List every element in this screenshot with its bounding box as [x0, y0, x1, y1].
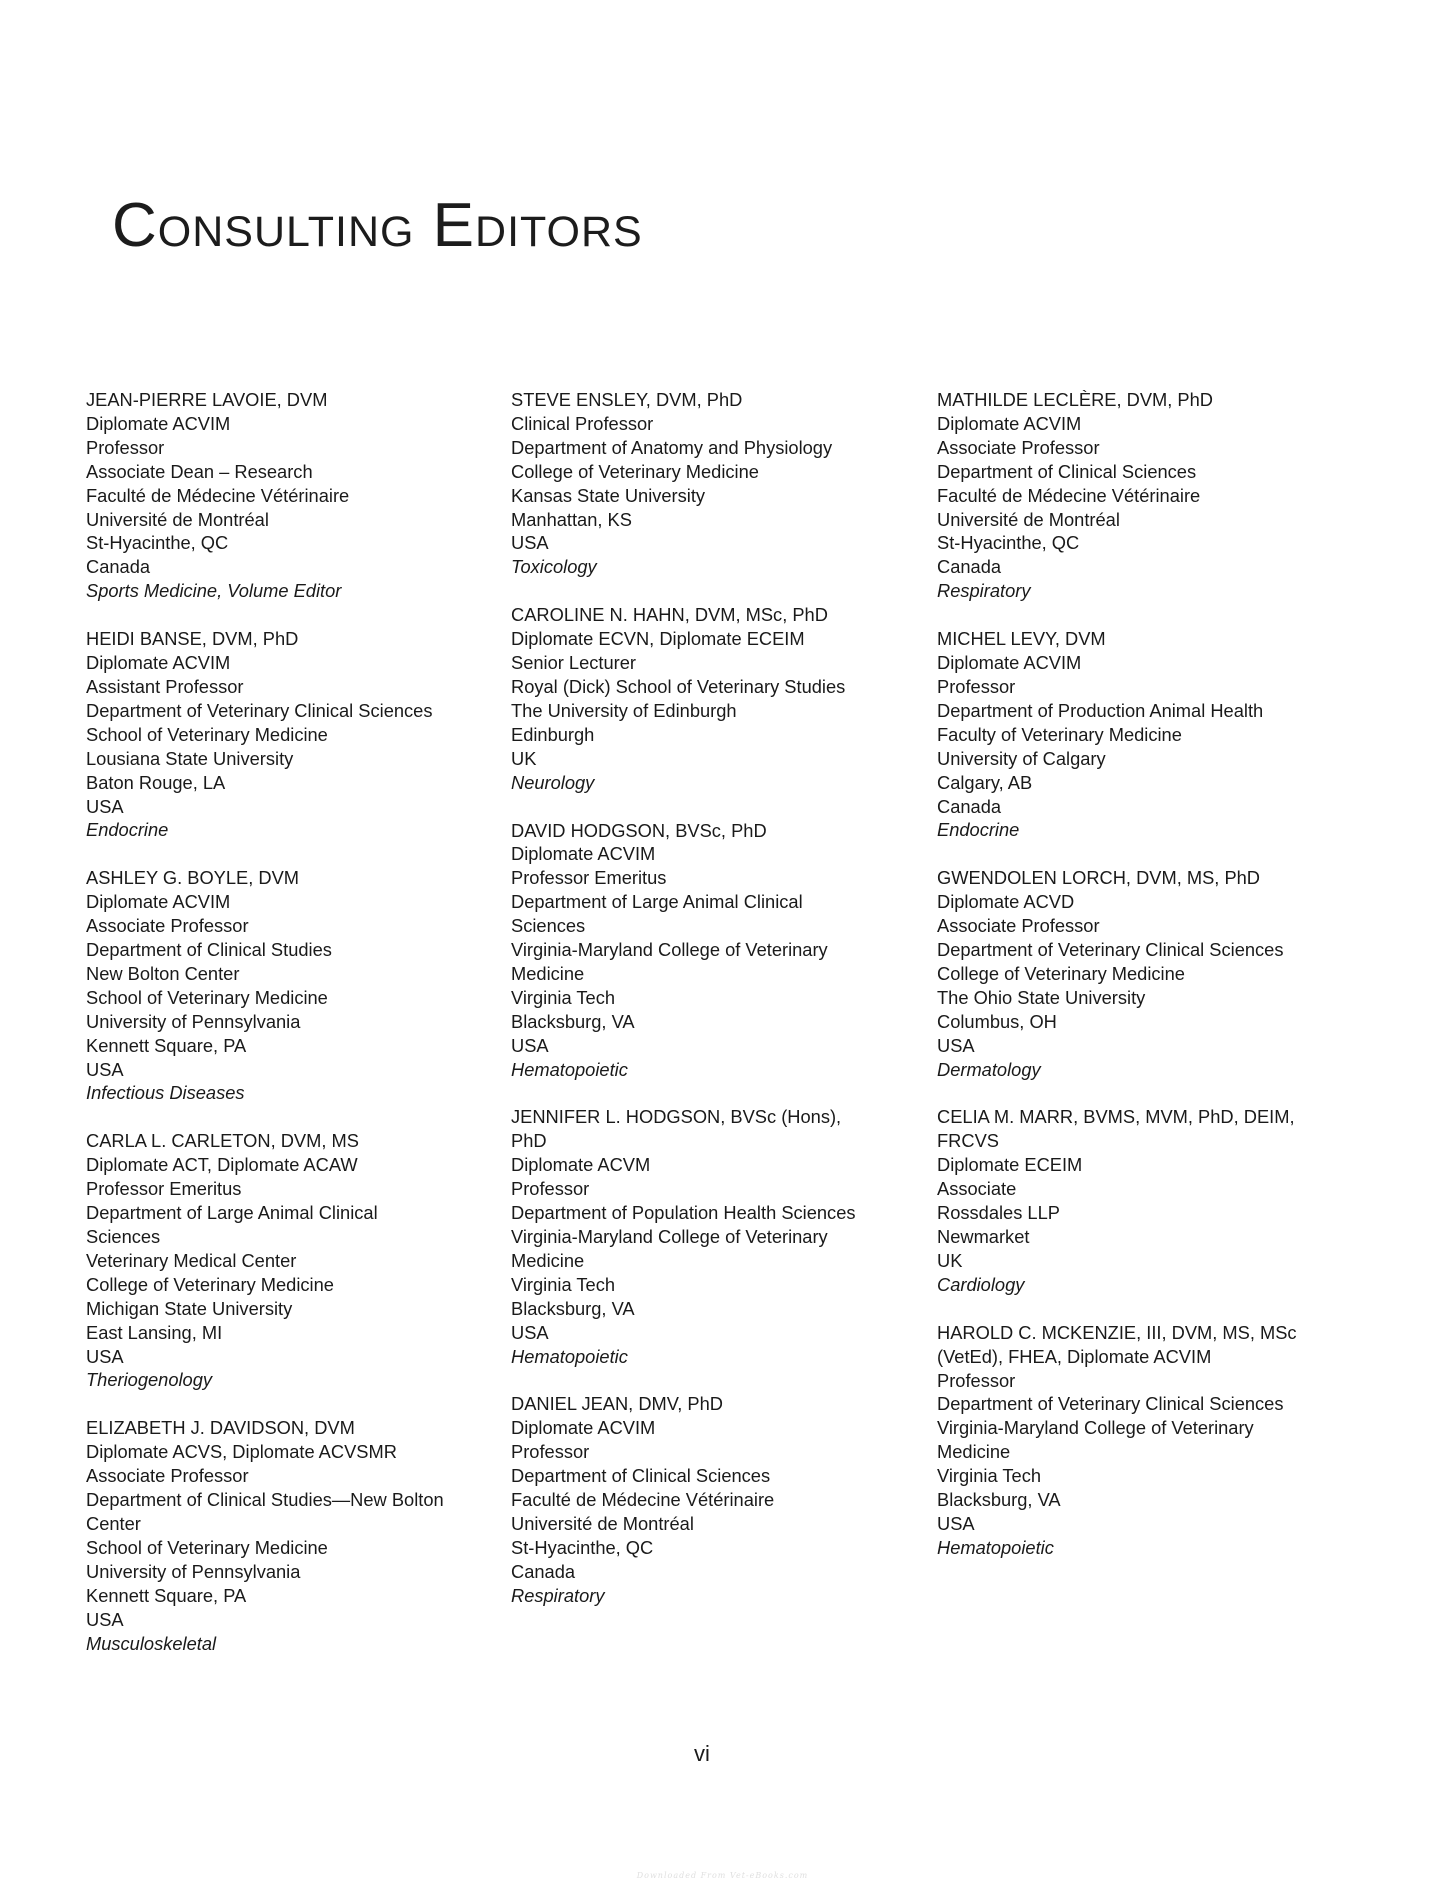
editor-affiliation-line: USA [86, 795, 124, 817]
editor-affiliation-line: Edinburgh [511, 723, 595, 745]
editor-name: JENNIFER L. HODGSON, BVSc (Hons), [511, 1106, 842, 1128]
editor-affiliation-line: University of Pennsylvania [86, 1560, 301, 1582]
editor-affiliation-line: USA [86, 1058, 124, 1080]
editor-specialty: Dermatology [937, 1058, 1041, 1080]
editor-affiliation-line: Department of Veterinary Clinical Sciences [937, 939, 1284, 961]
editor-specialty: Respiratory [511, 1584, 605, 1606]
editor-affiliation-line: Lousiana State University [86, 747, 294, 769]
editor-affiliation-line: Professor Emeritus [511, 867, 667, 889]
editor-affiliation-line: School of Veterinary Medicine [86, 723, 328, 745]
editor-affiliation-line: Medicine [937, 1441, 1011, 1463]
editor-affiliation-line: Associate Professor [86, 1465, 249, 1487]
editor-name: CARLA L. CARLETON, DVM, MS [86, 1130, 359, 1152]
editor-affiliation-line: PhD [511, 1130, 547, 1152]
editor-affiliation-line: Université de Montréal [86, 508, 269, 530]
editor-affiliation-line: College of Veterinary Medicine [937, 962, 1185, 984]
editor-entry [86, 1416, 486, 1655]
editor-affiliation-line: Department of Large Animal Clinical [511, 891, 803, 913]
editor-affiliation-line: Canada [937, 556, 1002, 578]
editor-specialty: Endocrine [937, 819, 1020, 841]
editor-affiliation-line: Blacksburg, VA [511, 1010, 635, 1032]
editor-affiliation-line: Blacksburg, VA [511, 1297, 635, 1319]
editor-entry [937, 1321, 1337, 1560]
editor-affiliation-line: Columbus, OH [937, 1010, 1057, 1032]
editor-affiliation-line: Department of Clinical Studies—New Bolton [86, 1489, 444, 1511]
editor-affiliation-line: Newmarket [937, 1226, 1030, 1247]
editor-affiliation-line: Professor [511, 1441, 590, 1463]
editor-specialty: Toxicology [511, 556, 597, 578]
editor-affiliation-line: Virginia-Maryland College of Veterinary [511, 939, 828, 961]
editor-affiliation-line: Professor [86, 436, 165, 458]
editor-entry [511, 1105, 911, 1368]
editor-affiliation-line: Department of Veterinary Clinical Sciences [86, 699, 433, 721]
editor-specialty: Musculoskeletal [86, 1632, 217, 1654]
editor-affiliation-line: Center [86, 1512, 141, 1534]
editor-affiliation-line: Virginia Tech [511, 1273, 616, 1295]
editor-affiliation-line: USA [511, 532, 549, 554]
editor-affiliation-line: Associate [937, 1178, 1017, 1200]
editor-affiliation-line: Department of Large Animal Clinical [86, 1202, 378, 1224]
editor-name: HEIDI BANSE, DVM, PhD [86, 628, 299, 650]
editor-name: STEVE ENSLEY, DVM, PhD [511, 389, 743, 410]
editor-affiliation-line: Associate Professor [937, 436, 1100, 458]
editor-affiliation-line: Diplomate ACVD [937, 891, 1075, 913]
editor-affiliation-line: Université de Montréal [511, 1512, 694, 1534]
editor-affiliation-line: Blacksburg, VA [937, 1489, 1061, 1511]
editor-name: MATHILDE LECLÈRE, DVM, PhD [937, 389, 1213, 410]
editor-entry [511, 819, 911, 1082]
editor-entry [511, 1392, 911, 1607]
editor-name: JEAN-PIERRE LAVOIE, DVM [86, 389, 328, 410]
editor-affiliation-line: UK [937, 1249, 963, 1271]
editors-column-1 [86, 388, 486, 1679]
editor-affiliation-line: Michigan State University [86, 1297, 293, 1319]
editor-affiliation-line: Department of Clinical Sciences [937, 460, 1197, 482]
editor-affiliation-line: USA [511, 1321, 549, 1343]
editor-name: ELIZABETH J. DAVIDSON, DVM [86, 1417, 355, 1439]
editor-name: CELIA M. MARR, BVMS, MVM, PhD, DEIM, [937, 1106, 1295, 1128]
editor-affiliation-line: (VetEd), FHEA, Diplomate ACVIM [937, 1345, 1212, 1367]
editor-name: DANIEL JEAN, DMV, PhD [511, 1393, 723, 1415]
editor-affiliation-line: St-Hyacinthe, QC [937, 532, 1080, 554]
editor-affiliation-line: Virginia-Maryland College of Veterinary [937, 1417, 1254, 1439]
editor-affiliation-line: Diplomate ACVIM [86, 412, 231, 434]
editor-affiliation-line: Department of Clinical Sciences [511, 1465, 771, 1487]
editor-affiliation-line: New Bolton Center [86, 962, 240, 984]
editor-affiliation-line: Virginia Tech [937, 1465, 1042, 1487]
editor-affiliation-line: Diplomate ACVIM [937, 652, 1082, 674]
editor-affiliation-line: School of Veterinary Medicine [86, 1536, 328, 1558]
editor-specialty: Neurology [511, 771, 595, 793]
editor-affiliation-line: Rossdales LLP [937, 1202, 1060, 1224]
editor-affiliation-line: Professor [937, 1369, 1016, 1391]
editor-affiliation-line: Diplomate ACVIM [86, 891, 231, 913]
editor-entry [937, 627, 1337, 842]
editor-affiliation-line: Diplomate ACVS, Diplomate ACVSMR [86, 1441, 397, 1463]
editor-affiliation-line: Medicine [511, 962, 585, 984]
editor-affiliation-line: The Ohio State University [937, 986, 1146, 1008]
editor-affiliation-line: School of Veterinary Medicine [86, 986, 328, 1008]
editor-affiliation-line: USA [511, 1034, 549, 1056]
editor-affiliation-line: Department of Clinical Studies [86, 939, 332, 961]
editor-affiliation-line: Medicine [511, 1249, 585, 1271]
watermark: Downloaded From Vet-eBooks.com [636, 1871, 809, 1880]
editor-affiliation-line: Université de Montréal [937, 508, 1120, 530]
editor-affiliation-line: Canada [937, 795, 1002, 817]
editor-affiliation-line: Professor Emeritus [86, 1178, 242, 1200]
editor-entry [937, 388, 1337, 603]
editor-affiliation-line: FRCVS [937, 1130, 999, 1152]
editor-affiliation-line: UK [511, 747, 537, 769]
editor-name: MICHEL LEVY, DVM [937, 628, 1106, 650]
editor-specialty: Sports Medicine, Volume Editor [86, 580, 342, 602]
editor-affiliation-line: Clinical Professor [511, 412, 654, 434]
editor-affiliation-line: Diplomate ECEIM [937, 1154, 1083, 1176]
editor-affiliation-line: Kennett Square, PA [86, 1584, 247, 1606]
editor-entry [86, 1129, 486, 1392]
editor-specialty: Infectious Diseases [86, 1082, 245, 1104]
editor-affiliation-line: St-Hyacinthe, QC [86, 532, 229, 554]
editor-affiliation-line: College of Veterinary Medicine [86, 1273, 334, 1295]
editor-affiliation-line: East Lansing, MI [86, 1321, 223, 1343]
editor-affiliation-line: Manhattan, KS [511, 508, 632, 530]
page-number: vi [694, 1741, 710, 1766]
editor-affiliation-line: Faculté de Médecine Vétérinaire [86, 484, 350, 506]
editors-column-3 [937, 388, 1337, 1584]
editor-affiliation-line: Kansas State University [511, 484, 706, 506]
editor-affiliation-line: University of Pennsylvania [86, 1010, 301, 1032]
editor-affiliation-line: Faculté de Médecine Vétérinaire [511, 1489, 775, 1511]
editor-affiliation-line: Assistant Professor [86, 675, 244, 697]
editor-name: HAROLD C. MCKENZIE, III, DVM, MS, MSc [937, 1321, 1297, 1343]
editor-specialty: Endocrine [86, 819, 169, 841]
editor-affiliation-line: Associate Professor [937, 915, 1100, 937]
editor-affiliation-line: Faculty of Veterinary Medicine [937, 723, 1182, 745]
editor-specialty: Hematopoietic [511, 1058, 628, 1080]
editor-entry [86, 388, 486, 603]
editor-affiliation-line: Calgary, AB [937, 771, 1033, 793]
editor-affiliation-line: Sciences [86, 1226, 161, 1247]
editor-affiliation-line: Diplomate ACVIM [511, 843, 656, 865]
editor-affiliation-line: Professor [511, 1178, 590, 1200]
editor-entry [511, 603, 911, 794]
editor-entry [86, 627, 486, 842]
editor-affiliation-line: Senior Lecturer [511, 652, 636, 674]
editor-affiliation-line: Professor [937, 675, 1016, 697]
editor-affiliation-line: Associate Professor [86, 915, 249, 937]
editor-specialty: Hematopoietic [937, 1536, 1054, 1558]
editor-affiliation-line: Diplomate ECVN, Diplomate ECEIM [511, 628, 805, 650]
editor-specialty: Respiratory [937, 580, 1031, 602]
editor-affiliation-line: College of Veterinary Medicine [511, 460, 759, 482]
editor-specialty: Theriogenology [86, 1369, 213, 1391]
editor-name: GWENDOLEN LORCH, DVM, MS, PhD [937, 867, 1261, 889]
editor-specialty: Cardiology [937, 1273, 1025, 1295]
editor-affiliation-line: Department of Population Health Sciences [511, 1202, 856, 1224]
editor-affiliation-line: University of Calgary [937, 747, 1106, 769]
editor-affiliation-line: Diplomate ACVIM [86, 652, 231, 674]
editor-affiliation-line: Diplomate ACVIM [511, 1417, 656, 1439]
editor-affiliation-line: Virginia Tech [511, 986, 616, 1008]
editor-affiliation-line: Department of Anatomy and Physiology [511, 436, 833, 458]
editors-column-2 [511, 388, 911, 1632]
editor-affiliation-line: Associate Dean – Research [86, 460, 313, 482]
editor-affiliation-line: St-Hyacinthe, QC [511, 1536, 654, 1558]
page-title: Consulting Editors [112, 191, 643, 260]
editor-entry [937, 866, 1337, 1081]
editor-name: CAROLINE N. HAHN, DVM, MSc, PhD [511, 604, 828, 626]
editor-affiliation-line: Kennett Square, PA [86, 1034, 247, 1056]
editor-affiliation-line: Canada [511, 1560, 576, 1582]
editor-affiliation-line: Diplomate ACVIM [937, 412, 1082, 434]
editor-affiliation-line: USA [86, 1608, 124, 1630]
editor-entry [86, 866, 486, 1105]
editor-name: DAVID HODGSON, BVSc, PhD [511, 819, 767, 841]
editor-affiliation-line: Faculté de Médecine Vétérinaire [937, 484, 1201, 506]
editor-name: ASHLEY G. BOYLE, DVM [86, 867, 300, 889]
editor-affiliation-line: Veterinary Medical Center [86, 1249, 297, 1271]
editor-affiliation-line: USA [937, 1034, 975, 1056]
editor-affiliation-line: Canada [86, 556, 151, 578]
editor-affiliation-line: Sciences [511, 915, 586, 937]
editor-entry [511, 388, 911, 579]
editor-affiliation-line: Baton Rouge, LA [86, 771, 226, 793]
editor-affiliation-line: Royal (Dick) School of Veterinary Studies [511, 675, 846, 697]
editor-entry [937, 1105, 1337, 1296]
editor-affiliation-line: Virginia-Maryland College of Veterinary [511, 1226, 828, 1247]
editor-affiliation-line: USA [937, 1512, 975, 1534]
editor-affiliation-line: Diplomate ACVM [511, 1154, 651, 1176]
editor-affiliation-line: Department of Production Animal Health [937, 699, 1264, 721]
editor-affiliation-line: The University of Edinburgh [511, 699, 737, 721]
editor-affiliation-line: Diplomate ACT, Diplomate ACAW [86, 1154, 358, 1176]
editor-affiliation-line: Department of Veterinary Clinical Sciences [937, 1393, 1284, 1415]
editor-specialty: Hematopoietic [511, 1345, 628, 1367]
editor-affiliation-line: USA [86, 1345, 124, 1367]
